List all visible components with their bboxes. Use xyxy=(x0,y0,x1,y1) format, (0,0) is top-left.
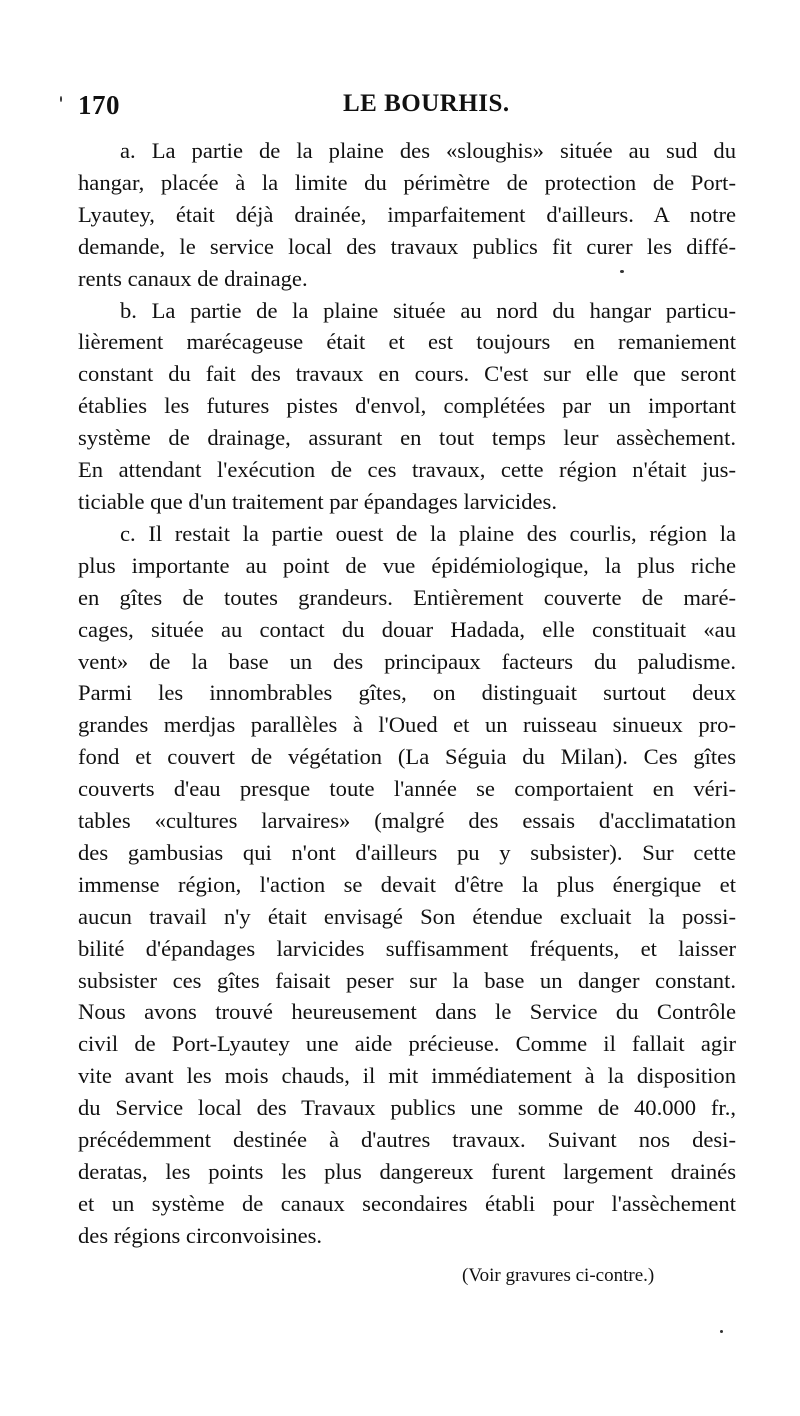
figure-reference-note: (Voir gravures ci-contre.) xyxy=(462,1265,655,1286)
text-line: En attendant l'exécution de ces travaux, cette région n'était jus- xyxy=(78,457,736,483)
text-line: cages, située au contact du douar Hadada, elle constituait «au xyxy=(78,616,736,642)
text-line: lièrement marécageuse était et est toujours en remaniement xyxy=(78,329,736,355)
text-line: et un système de canaux secondaires établi pour l'assèchement xyxy=(78,1190,736,1216)
paragraph xyxy=(78,295,736,518)
text-line: hangar, placée à la limite du périmètre de protection de Port- xyxy=(78,169,736,195)
text-line: bilité d'épandages larvicides suffisamment fréquents, et laisser xyxy=(78,935,736,961)
text-line: fond et couvert de végétation (La Séguia du Milan). Ces gîtes xyxy=(78,744,736,770)
text-line: civil de Port-Lyautey une aide précieuse. Comme il fallait agir xyxy=(78,1031,736,1057)
text-line: demande, le service local des travaux publics fit curer les diffé- xyxy=(78,233,736,259)
text-line: b. La partie de la plaine située au nord du hangar particu- xyxy=(120,297,736,323)
body-text xyxy=(78,135,736,1252)
scan-speck xyxy=(720,1330,723,1333)
text-line: c. Il restait la partie ouest de la plaine des courlis, région la xyxy=(120,520,736,546)
text-line: grandes merdjas parallèles à l'Oued et un ruisseau sinueux pro- xyxy=(78,712,736,738)
text-line: subsister ces gîtes faisait peser sur la base un danger constant. xyxy=(78,967,736,993)
text-line: Lyautey, était déjà drainée, imparfaitement d'ailleurs. A notre xyxy=(78,201,736,227)
running-head: LE BOURHIS. xyxy=(343,90,510,117)
text-line: constant du fait des travaux en cours. C'est sur elle que seront xyxy=(78,361,736,387)
paragraph xyxy=(78,135,736,295)
text-line: des régions circonvoisines. xyxy=(78,1222,323,1248)
text-line: plus importante au point de vue épidémiologique, la plus riche xyxy=(78,552,736,578)
paragraph xyxy=(78,518,736,1252)
text-line: du Service local des Travaux publics une somme de 40.000 fr., xyxy=(78,1095,736,1121)
text-line: immense région, l'action se devait d'être la plus énergique et xyxy=(78,871,736,897)
text-line: Parmi les innombrables gîtes, on distinguait surtout deux xyxy=(78,680,736,706)
page-header xyxy=(78,90,736,130)
text-line: précédemment destinée à d'autres travaux. Suivant nos desi- xyxy=(78,1127,736,1153)
text-line: couverts d'eau presque toute l'année se comportaient en véri- xyxy=(78,776,736,802)
text-line: rents canaux de drainage. xyxy=(78,265,308,291)
text-line: deratas, les points les plus dangereux furent largement drainés xyxy=(78,1159,736,1184)
text-line: ticiable que d'un traitement par épandages larvicides. xyxy=(78,488,557,514)
text-line: vite avant les mois chauds, il mit immédiatement à la disposition xyxy=(78,1063,736,1089)
text-line: tables «cultures larvaires» (malgré des essais d'acclimatation xyxy=(78,808,736,834)
text-line: a. La partie de la plaine des «sloughis» située au sud du xyxy=(120,138,736,163)
scan-speck xyxy=(60,96,62,102)
scan-speck xyxy=(620,270,624,273)
text-line: vent» de la base un des principaux facteurs du paludisme. xyxy=(78,648,736,674)
page-number: 170 xyxy=(78,90,120,120)
text-line: en gîtes de toutes grandeurs. Entièrement couverte de maré- xyxy=(78,584,736,610)
text-line: Nous avons trouvé heureusement dans le Service du Contrôle xyxy=(78,999,736,1025)
text-line: établies les futures pistes d'envol, complétées par un important xyxy=(78,393,736,419)
text-line: système de drainage, assurant en tout temps leur assèchement. xyxy=(78,425,736,451)
text-line: des gambusias qui n'ont d'ailleurs pu y subsister). Sur cette xyxy=(78,839,736,865)
text-line: aucun travail n'y était envisagé Son étendue excluait la possi- xyxy=(78,903,736,929)
